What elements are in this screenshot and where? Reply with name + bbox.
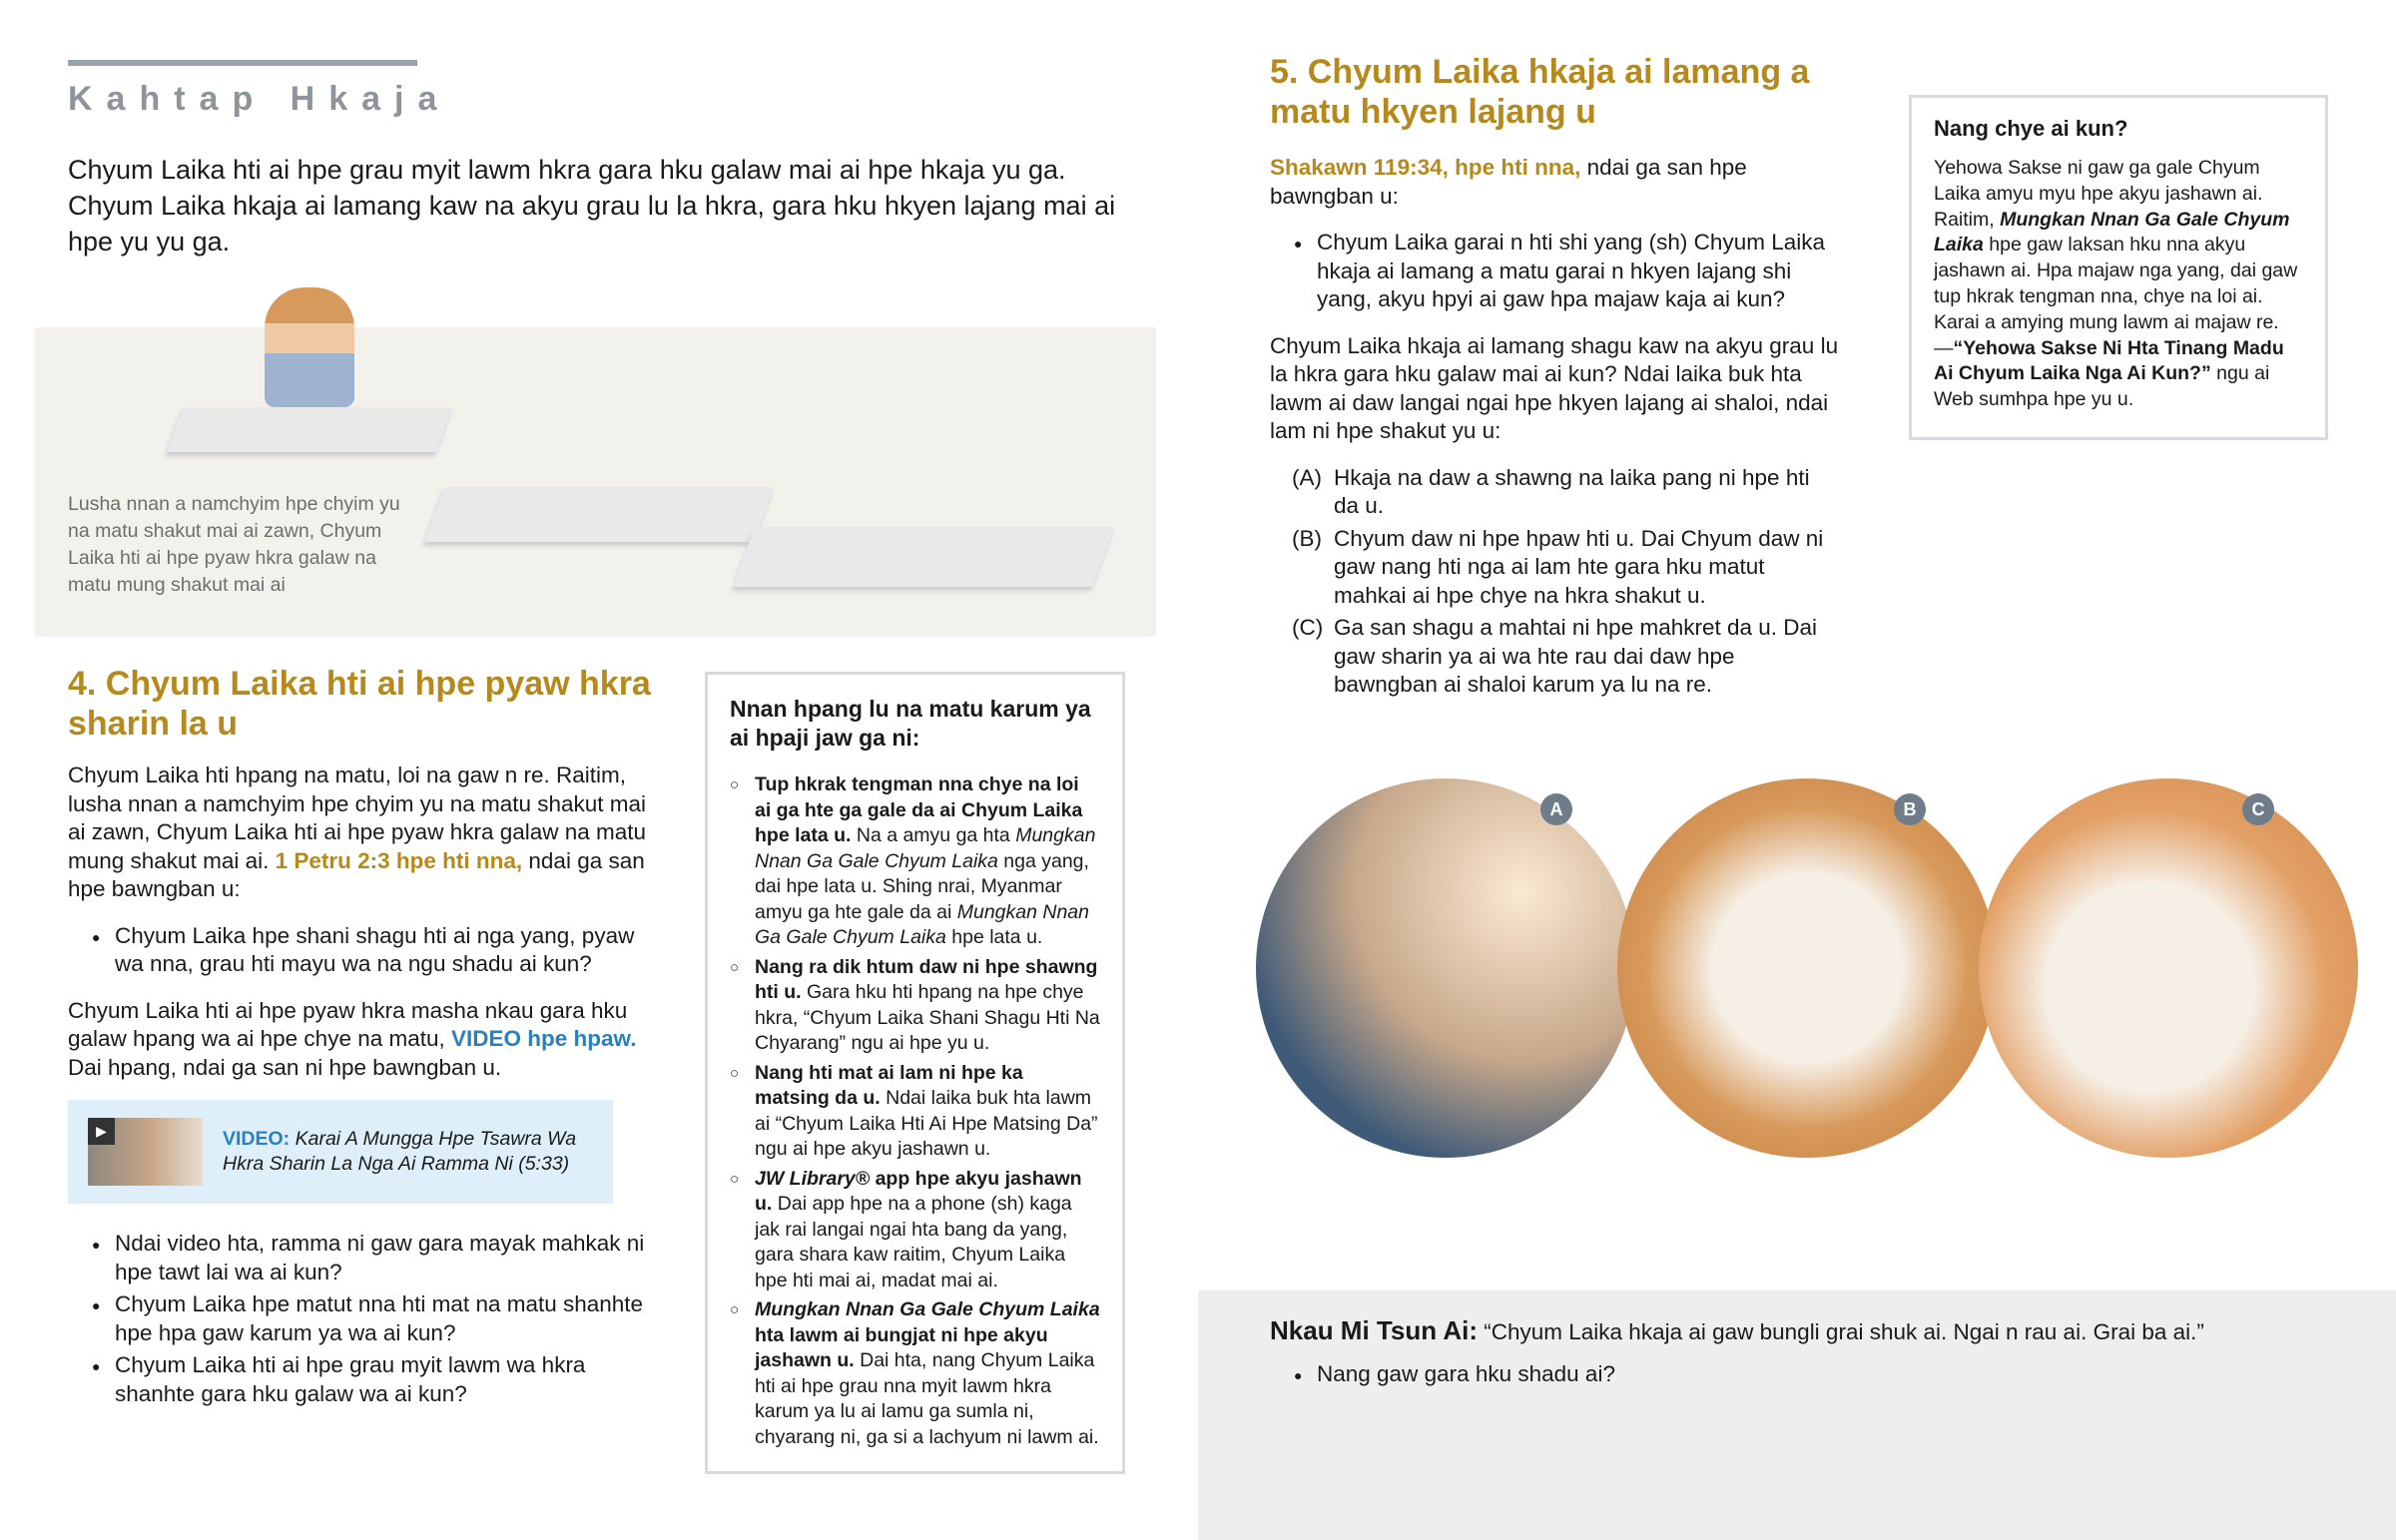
text: Yehowa Sakse ni gaw ga gale Chyum Laika amyu myu hpe akyu jashawn ai. Raitim, (1934, 157, 2263, 231)
tips-sidebar (705, 672, 1125, 1474)
text: ndai ga san hpe bawngban u: (1270, 155, 1747, 209)
tip-item (730, 1167, 1100, 1294)
image-b-open-bible (1617, 778, 1997, 1158)
quote-label: Nkau Mi Tsun Ai: (1270, 1315, 1478, 1345)
text: ngu ai Web sumhpa hpe yu u. (1934, 362, 2270, 411)
tip-lead: hta lawm ai bungjat ni hpe akyu jashawn u. (755, 1323, 1048, 1371)
video-label: VIDEO: (223, 1128, 291, 1150)
text: Gara hku hti hpang na hpe chye hkra, “Chyum Laika Shani Shagu Hti Na Chyarang” ngu ai hpe yu u. (755, 981, 1100, 1054)
step-text: Ga san shagu a mahtai ni hpe mahkret da u. Dai gaw sharin ya ai wa hte rau dai daw hpe bawngban ai shaloi karum ya lu na re. (1334, 615, 1818, 697)
header-rule (68, 60, 417, 66)
text: hpe lata u. (945, 926, 1043, 948)
some-say-panel (1198, 1290, 2396, 1540)
quote (1270, 1316, 2368, 1347)
section-4-paragraph-2 (68, 997, 667, 1083)
video-questions (68, 1230, 667, 1408)
tip-lead: Nang hti mat ai lam ni hpe ka matsing da u. (755, 1061, 1023, 1109)
step-b (1292, 525, 1839, 611)
text: Mungkan Nnan Ga Gale Chyum Laika (755, 824, 1096, 872)
tip-lead: app hpe akyu jashawn u. (755, 1167, 1082, 1215)
tip-item (730, 772, 1100, 951)
text: Ndai laika buk hta lawm ai “Chyum Laika Hti Ai Hpe Matsing Da” ngu ai hpe akyu jashawn u. (755, 1087, 1098, 1160)
video-card[interactable] (68, 1100, 613, 1204)
step-text: Hkaja na daw a shawng na laika pang ni hpe hti da u. (1334, 464, 1810, 518)
label-c: C (2242, 793, 2274, 825)
box-title: Nang chye ai kun? (1934, 116, 2128, 141)
table-3-image (733, 527, 1114, 587)
sidebar-title: Nnan hpang lu na matu karum ya ai hpaji jaw ga ni: (730, 696, 1091, 751)
section-4-heading: 4. Chyum Laika hti ai hpe pyaw hkra sharin la u (68, 665, 651, 743)
image-a-reading-phone (1256, 778, 1635, 1158)
image-c-marking-book (1979, 778, 2358, 1158)
question-item: ● Chyum Laika garai n hti shi yang (sh) Chyum Laika hkaja ai lamang a matu garai n hkyen lajang shi yang, akyu hpyi ai gaw hpa majaw kaja ai kun? (1270, 229, 1839, 314)
text: Chyum Laika hti ai hpe pyaw hkra masha nkau gara hku galaw hpang wa ai hpe chye na matu, (68, 997, 628, 1051)
boy-1-image (265, 287, 354, 407)
intro-paragraph: Chyum Laika hti ai hpe grau myit lawm hkra gara hku galaw mai ai hpe hkaja yu ga. Chyum Laika hkaja ai lamang kaw na akyu grau lu la hkra, gara hku hkyen lajang mai ai hpe yu yu ga. (68, 155, 1116, 257)
text: Dai hpang, ndai ga san ni hpe bawngban u. (68, 1054, 502, 1080)
section-5 (1270, 52, 1869, 700)
section-5-heading: 5. Chyum Laika hkaja ai lamang a matu hkyen lajang u (1270, 53, 1810, 131)
video-title[interactable] (223, 1127, 582, 1177)
video-link[interactable]: VIDEO hpe hpaw. (451, 1026, 637, 1051)
boy-2-image (494, 297, 664, 487)
text: Mungkan Nnan Ga Gale Chyum Laika (1934, 208, 2290, 257)
question-item: ● Chyum Laika hti ai hpe grau myit lawm wa hkra shanhte gara hku galaw wa ai kun? (68, 1351, 667, 1408)
step-list (1270, 464, 1839, 700)
quote-text: “Chyum Laika hkaja ai gaw bungli grai shuk ai. Ngai n rau ai. Grai ba ai.” (1478, 1319, 2204, 1344)
text: hpe gaw laksan hku nna akyu jashawn ai. Hpa majaw nga yang, dai gaw tup hkrak tengman nna, chye na loi ai. Karai a amying mung lawm ai majaw re. — (1934, 234, 2298, 359)
label-a: A (1540, 793, 1572, 825)
text: Chyum Laika hti hpang na matu, loi na gaw n re. Raitim, lusha nnan a namchyim hpe chyim yu na matu shakut mai ai zawn, Chyum Laika hti ai hpe pyaw hkra galaw na matu mung shakut mai ai. (68, 763, 647, 873)
scripture-link[interactable]: 1 Petru 2:3 hpe hti nna, (275, 847, 523, 873)
section-5-intro (1270, 154, 1839, 211)
tip-lead: Nang ra dik htum daw ni hpe shawng hti u. (755, 955, 1098, 1003)
text: Dai hta, nang Chyum Laika hti ai hpe grau nna myit lawm hkra karum ya lu ai lamu ga sumla ni, chyarang ni, ga si a lachyum ni lawm ai. (755, 1349, 1099, 1448)
illustration-caption: Lusha nnan a namchyim hpe chyim yu na matu shakut mai ai zawn, Chyum Laika hti ai hpe pyaw hkra galaw na matu mung shakut mai ai (68, 493, 400, 596)
question-item: ● Ndai video hta, ramma ni gaw gara mayak mahkak ni hpe tawt lai wa ai kun? (68, 1230, 667, 1286)
play-icon[interactable]: ▶ (88, 1118, 115, 1145)
table-1-image (167, 407, 452, 452)
boy-3-image (794, 282, 963, 517)
step-key: (A) (1292, 464, 1322, 490)
text: ndai ga san hpe bawngban u: (68, 847, 645, 901)
video-title-text: Karai A Mungga Hpe Tsawra Wa Hkra Sharin La Nga Ai Ramma Ni (5:33) (223, 1128, 577, 1175)
box-text (1934, 156, 2303, 413)
tip-lead: Mungkan Nnan Ga Gale Chyum Laika (755, 1298, 1100, 1320)
tip-lead: JW Library® (755, 1167, 871, 1190)
did-you-know-box (1909, 95, 2328, 440)
text: Mungkan Nnan Ga Gale Chyum Laika (755, 900, 1089, 948)
section-5-paragraph: Chyum Laika hkaja ai lamang shagu kaw na akyu grau lu la hkra gara hku galaw mai ai kun? Ndai laika buk hta lawm ai daw langai ngai hpe hkyen lajang ai shaloi, ndai lam ni hpe shakut yu u: (1270, 332, 1839, 443)
table-2-image (424, 487, 774, 542)
article-link[interactable]: “Yehowa Sakse Ni Hta Tinang Madu Ai Chyum Laika Nga Ai Kun?” (1934, 336, 2284, 385)
question-item: ● Nang gaw gara hku shadu ai? (1270, 1360, 2268, 1389)
step-key: (C) (1292, 615, 1324, 640)
step-text: Chyum daw ni hpe hpaw hti u. Dai Chyum daw ni gaw nang hti nga ai lam hte gara hku matut mahkai ai hpe chye na hkra shakut u. (1334, 525, 1824, 608)
section-4 (68, 664, 667, 1426)
video-thumbnail[interactable] (88, 1118, 203, 1186)
label-b: B (1894, 793, 1926, 825)
tip-item (730, 1297, 1100, 1450)
step-key: (B) (1292, 525, 1322, 551)
step-c (1292, 614, 1839, 700)
text: Na a amyu ga hta (851, 824, 1016, 846)
text: Dai app hpe na a phone (sh) kaga jak rai langai ngai hta bang da yang, gara shara kaw raitim, Chyum Laika hpe hti mai ai, madat mai ai. (755, 1193, 1072, 1291)
step-a (1292, 464, 1839, 521)
tip-lead: Tup hkrak tengman nna chye na loi ai ga hte ga gale da ai Chyum Laika hpe lata u. (755, 773, 1083, 846)
question-item: ● Chyum Laika hpe shani shagu hti ai nga yang, pyaw wa nna, grau hti mayu wa na ngu shadu ai kun? (68, 922, 667, 979)
tip-item (730, 955, 1100, 1057)
text: nga yang, dai hpe lata u. Shing nrai, Myanmar amyu ga hte gale da ai (755, 849, 1089, 923)
section-4-paragraph (68, 762, 667, 904)
section-kicker: Kahtap Hkaja (68, 80, 451, 118)
question-item: ● Chyum Laika hpe matut nna hti mat na matu shanhte hpe hpa gaw karum ya wa ai kun? (68, 1290, 667, 1347)
scripture-link[interactable]: Shakawn 119:34, hpe hti nna, (1270, 155, 1581, 180)
tip-item (730, 1061, 1100, 1163)
